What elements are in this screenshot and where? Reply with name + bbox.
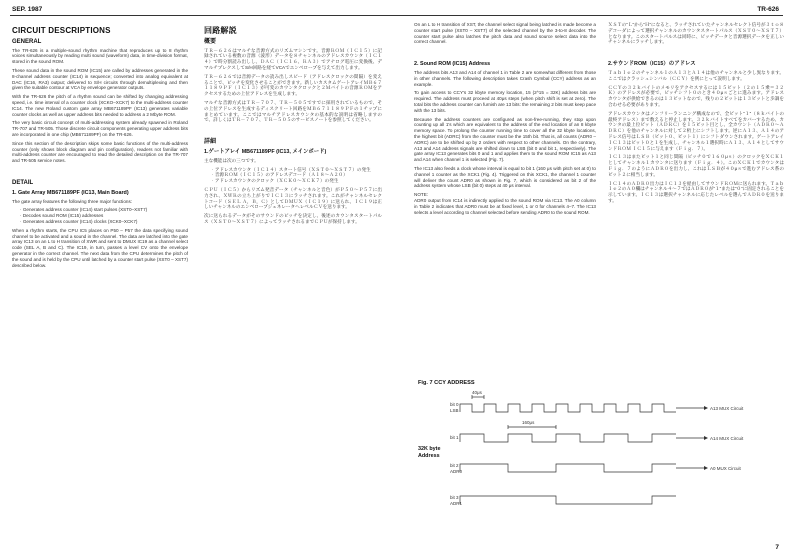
detail-heading: DETAIL <box>12 179 34 186</box>
paragraph: The gate array features the following three major functions: <box>12 198 133 204</box>
paragraph: To gain access to CCY's 32 kbyte memory location, 15 (2^15 = 32K) address bits are required. The address must proceed at 40μs steps (when pitch shift is set at zero). The total bits the address counter can furnish are 13 bits: the remaining 2 bits must keep pace with the 13 bits. <box>414 90 596 113</box>
label-adr0: ADR0 <box>450 469 463 474</box>
fig7-ccy-address <box>414 380 786 530</box>
paragraph: The TR-626 is a multiple-sound rhythm machine that reproduces up to 8 rhythm voices simultaneously by reading multi sound (waveform) data, in time-division format, stored in the sound ROM. <box>12 47 188 65</box>
sound-rom-heading-jp: 2.サウンドROM（IC15）のアドレス <box>608 61 696 68</box>
general-heading-jp: 概要 <box>204 38 217 45</box>
paragraph: The IC13 also feeds a clock whose interval is equal to bit 1 (160 μs with pitch set at 0) to channel 1 counter as the XCK1 (Fig. 4). Triggered on this XCK1, the channel 1 counter will deliver the count ADR0 as shown in Fig. 7, which is considered as bit 2 of the address system whose LSB (bit 0) steps at 40 μs interval. <box>414 165 596 189</box>
list-item: · 音源ＲＯＭ（ＩＣ１５）のアドレスデコード（Ａ１８～Ａ２０） <box>212 172 382 178</box>
label-a14-mux: A14 MUX Circuit <box>710 436 744 441</box>
general-heading: GENERAL <box>12 38 42 45</box>
column-english-2 <box>414 22 596 218</box>
paragraph: These sound data in the sound ROM (IC15) are called by addresses generated in the 8-channel address counter (IC14) in sequence; converted into analog equivalent at DAC (IC16, RA3) output; delivered to S/H circuits through demultiplexing and then given the suitable contour at VCA by envelope generator outputs. <box>12 67 188 91</box>
waveform-bit2 <box>460 464 676 472</box>
gate-array-heading: 1. Gate Array MB671189PF (IC13, Main Board) <box>12 189 129 196</box>
figure-title: Fig. 7 CCY ADDRESS <box>418 380 475 386</box>
label-lsb: LSB <box>450 408 459 413</box>
paragraph: 次に送られるデータがそのサウンドのピッチを決定し、後述のカウンタスタートパルス（ＸＳＴ０～ＸＳＴ７）によってラッチされるまでＣＰＵが保持します。 <box>204 213 382 224</box>
column-japanese-2 <box>608 22 784 207</box>
detail-heading-jp: 詳細 <box>204 139 217 146</box>
function-list <box>12 207 188 224</box>
paragraph: Because the address counters are configured as non-free-running, they stop upon counting up all 1's which are equivalent to the address of the end location of an 8 kbyte memory space. To prolong the counter running time to cover all the 32 kbyte locations, the highest bit (ADRC) from the counter must be the 15th bit. That is, all counts (ADR0 – ADRC) are to be shifted up by 2 orders with respect to other channels. On the contrary, A13 and A14 address signals are shifted down to LSB (bit 0 and bit 1, respectively). The gate array IC13 generates bits 0 and 1 and applies them to the sound ROM IC15 as A13 and A14 when channel 1 is selected (Fig. 7). <box>414 116 596 163</box>
label-a0-mux: A0 MUX Circuit <box>710 466 741 471</box>
paragraph: ＩＣ１３はまたビット１と同じ間隔（ピッチ０で１６０μｓ）のクロックをＸＣＫ１としてチャンネル１カウンタに送ります（Ｆｉｇ．４）。このＸＣＫ１でカウンタはＦｉｇ．７のようにＡＤＲ０を出力し、これはＬＳＢが４０μｓで進むアドレス系のビット２に相当します。 <box>608 154 784 177</box>
column-english-1 <box>12 22 188 271</box>
header-rule <box>10 15 783 16</box>
paragraph: The address bits A13 and A14 of channel 1 in Table 2 are somewhat different from those in other channels. The following description takes Crash Cymbal (CCY) address as an example. <box>414 69 596 87</box>
paragraph: ＩＣ１４のＡＤＲ０出力はＩＣ１３を経由してサウンドＲＯＭに送られます。Ｔａｂｌｅ２のＡ０欄はチャンネル４～７ではＡＤＲ０が“１”または“０”に固定されることを示しています。ＩＣ１３は選択チャンネルに応じたレベルを選んでＡＤＲ０を送ります。 <box>608 180 784 203</box>
label-bit2: bit 2 <box>450 463 459 468</box>
paragraph: ＴＲ－６２６では音源データの読み出しスピード（アドレスクロックの間隔）を変えることで、ピッチを変化させることができます。新しいカスタムゲートアレイＭＢ６７１１８９ＰＦ（ＩＣ１３）が可変のカウンタクロックと２Ｍバイトの音源ＲＯＭをアクセスするための上位アドレスを生成します。 <box>204 73 382 97</box>
header-model: TR-626 <box>757 6 779 13</box>
paragraph: When a rhythm starts, the CPU IC5 places on P50 – P57 the data specifying sound channel to be activated and a sound in the channel. The data are latched into the gate array IC13 on an L to H transition of XWR and sent to DMUX IC19 as a channel select code (SEL A, B and C). The IC19, in turn, passes a level CV onto the envelope generator in the correct channel. The next data from the CPU determines the pitch of the sound and is held by the CPU until latched by a counter start pulse (XST0 – XST7) described below. <box>12 227 188 268</box>
paragraph: ＣＣＹの３２ｋバイトのメモリをアクセスするには１５ビット（２の１５乗＝３２Ｋ）のアドレスが必要で、ピッチシフト０のとき４０μｓごとに進みます。アドレスカウンタが供給できるのは１３ビットなので、残りの２ビットは１３ビットと歩調を合わせる必要があります。 <box>608 84 784 107</box>
list-item: · アドレスカウンタ（ＩＣ１４）スタート信号（ＸＳＴ０～ＸＳＴ７）の発生 <box>212 167 382 173</box>
label-bit1: bit 1 <box>450 435 459 440</box>
note-text: ADR0 output from IC14 is indirectly applied to the sound ROM via IC13. The A0 column in Table 2 indicates that ADR0 must be at fixed level, 1 or 0 for channels 4–7. The IC13 selects a level according to channel selected before sending ADR0 to the sound ROM. <box>414 197 596 215</box>
list-item: · Decodes sound ROM (IC15) addresses <box>20 213 188 219</box>
header-date: SEP. 1987 <box>12 6 43 13</box>
side-label-line: 32K byte <box>418 446 441 452</box>
paragraph: Ｔａｂｌｅ２のチャンネル１のＡ１３とＡ１４は他のチャンネルと少し異なります。ここではクラッシュシンバル（ＣＣＹ）を例にとって説明します。 <box>608 69 784 81</box>
waveform-bit3 <box>460 496 676 504</box>
function-list-jp <box>204 167 382 184</box>
arrow-a13 <box>704 406 708 410</box>
label-160us: 160μs <box>522 420 535 425</box>
label-a13-mux: A13 MUX Circuit <box>710 406 744 411</box>
list-item: · Generates address counter (IC14) clocks (XCK0–XCK7) <box>20 219 188 225</box>
gate-array-heading-jp: 1.ゲートアレイ MB671189PF (IC13, メインボード) <box>204 148 327 155</box>
paragraph: ＴＲ－６２６はマルチな音源方式のリズムマシンです。音源ＲＯＭ（ＩＣ１５）に記録されている複数の音源（波形）データを８チャンネルのアドレスカウンタ（ＩＣ１４）で時分割読み出しし、ＤＡＣ（ＩＣ１６、ＲＡ３）でアナログ電圧に変換後、デマルチプレクスしてS/H回路を経てVCAでエンベロープを与えて出力します。 <box>204 47 382 70</box>
waveform-bit0 <box>460 404 676 412</box>
paragraph: ＸＳＴの“Ｌ”から“Ｈ”になると、ラッチされていたチャンネルセレクト信号が３ｔｏ８デコーダによって選択チャンネルのカウンタスタートパルス（ＸＳＴ０～ＸＳＴ７）となります。このスタートパルスは同時に、ピッチデータと音源選択データを正しいチャンネルにラッチします。 <box>608 22 784 45</box>
label-bit3: bit 3 <box>450 495 459 500</box>
paragraph: マルチな音源方式はＴＲ－７０７、ＴＲ－５０５ですでに採用されているもので、その上位アドレスを生成するディスクリート回路をＭＢ６７１１８９ＰＦの１チップにまとめています。ここではマルチアドレスカウンタの基本的な説明は省略しますので、詳しくはＴＲ－７０７、ＴＲ－５０５のサービスノートを参照してください。 <box>204 99 382 123</box>
label-40us: 40μs <box>472 390 482 395</box>
column-japanese-1 <box>204 22 382 228</box>
arrow-a0 <box>704 466 708 470</box>
waveform-bit1 <box>460 434 676 442</box>
paragraph: アドレスカウンタはノンフリーランニング構成なので、全ビット“１”（８ｋバイトの最終アドレス）まで数えると停止します。３２ｋバイトすべてをカバーするため、カウンタの最上位ビット（ＡＤＲＣ）を１５ビット目とし、全カウント（ＡＤＲ０～ＡＤＲＣ）を他のチャンネルに対して２桁上にシフトします。逆にＡ１３、Ａ１４のアドレス信号はＬＳＢ（ビット０、ビット１）にシフトダウンされます。ゲートアレイＩＣ１３はビット０と１を生成し、チャンネル１選択時にＡ１３、Ａ１４としてサウンドＲＯＭ ＩＣ１５に与えます（Ｆｉｇ．７）。 <box>608 110 784 151</box>
paragraph: 主な機能は次の三つです。 <box>204 157 259 163</box>
sound-rom-heading: 2. Sound ROM (IC15) Address <box>414 61 491 68</box>
list-item: · アドレスカウンタのクロック（ＸＣＫ０～ＸＣＫ７）の発生 <box>212 178 382 184</box>
paragraph: The very basic circuit concept of multi-addressing system already spawned in Roland TR-707 and TR-505. Those discrete circuit components generating upper address bits are incorporated in one chip (MB671189PF) on the TR-626. <box>12 120 188 137</box>
arrow-a14 <box>704 436 708 440</box>
paragraph: On an L to H transition of XST, the channel select signal being latched is made become a counter start pulse (XST0 – XST7) of the selected channel by the 3-to-8 decoder. The counter start pulse also latches the pitch data and sound source select data into the correct channel. <box>414 22 596 45</box>
timing-diagram <box>414 380 786 530</box>
note-heading: NOTE: <box>414 192 429 198</box>
paragraph: With the TR-626 the pitch of a rhythm sound can be shifted by changing addressing speed, i.e. time interval of a counter clock (XCKO–XCK7) to the multi-address counter IC14. The new Roland custom gate array MB671189PF (IC13) generates variable counter clocks as well as upper address bits needed to address a 2 Mbyte ROM. <box>12 94 188 117</box>
side-label-line: Address <box>418 453 440 459</box>
paragraph: ＣＰＵ（ＩＣ５）からリズム発音データ（チャンネルと音色）がＰ５０～Ｐ５７に出力され、ＸＷＲの立ち上がりでＩＣ１３にラッチされます。これがチャンネルセレクトコード（ＳＥＬ Ａ，Ｂ，Ｃ）としてＤＭＵＸ（ＩＣ１９）に送られ、ＩＣ１９は正しいチャンネルのエンベロープジェネレータへレベルＣＶを送ります。 <box>204 186 382 210</box>
section-title-jp: 回路解説 <box>204 26 237 35</box>
label-bit0: bit 0 <box>450 402 459 407</box>
page-number: 7 <box>775 544 779 551</box>
section-title: CIRCUIT DESCRIPTIONS <box>12 26 111 35</box>
label-adr1: ADR1 <box>450 501 463 506</box>
paragraph: Since this section of the description skips some basic functions of the multi-address counter (only shows block diagram and pin configuration), readers not familiar with multi-address counter are encouraged to read the detailed description on the TR-707 and TR-505 service notes. <box>12 140 188 164</box>
list-item: · Generates address counter (IC14) start pulses (XST0–XST7) <box>20 207 188 213</box>
